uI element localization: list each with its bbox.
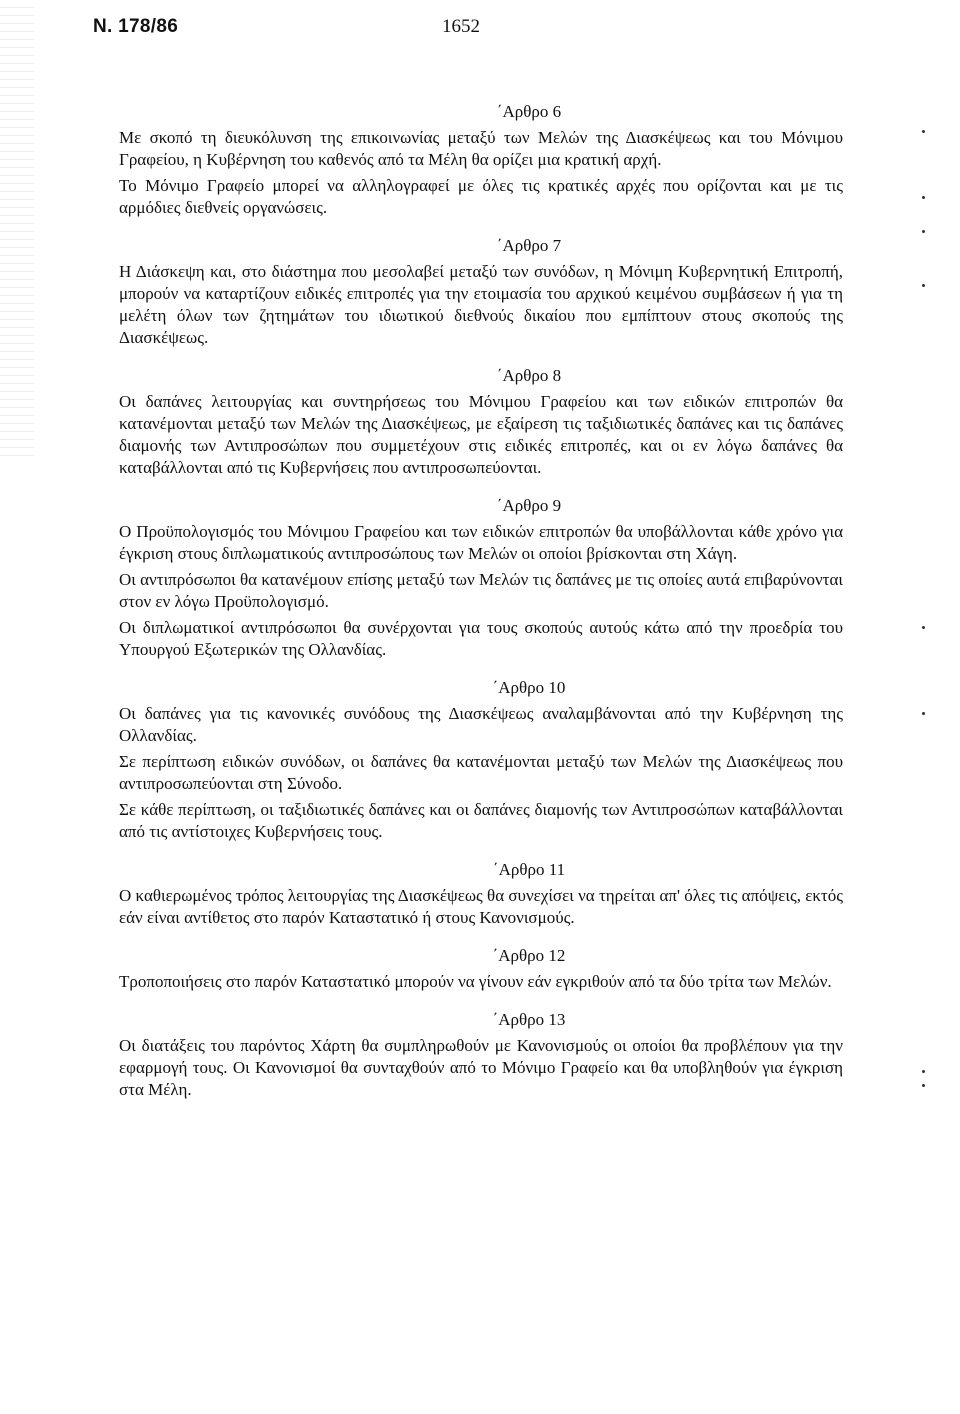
article-title: ΄Αρθρο 12 [492, 946, 566, 965]
scan-speck [922, 1084, 925, 1087]
scan-speck [922, 196, 925, 199]
article-11 [119, 859, 843, 929]
article-12 [119, 945, 843, 993]
article-paragraph: Ο Προϋπολογισμός του Μόνιμου Γραφείου και των ειδικών επιτροπών θα υποβάλλονται κάθε χρόνο για έγκριση στους διπλωματικούς αντιπροσώπους των Μελών οι οποίοι βρίσκονται στη Χάγη. [119, 522, 843, 563]
article-title: ΄Αρθρο 11 [492, 860, 566, 879]
article-title: ΄Αρθρο 8 [496, 366, 562, 385]
article-title: ΄Αρθρο 13 [492, 1010, 566, 1029]
article-title: ΄Αρθρο 7 [496, 236, 562, 255]
article-8 [119, 365, 843, 479]
article-9 [119, 495, 843, 661]
article-paragraph: Σε περίπτωση ειδικών συνόδων, οι δαπάνες θα κατανέμονται μεταξύ των Μελών της Διασκέψεως που αντιπροσωπεύονται στη Σύνοδο. [119, 752, 843, 793]
scan-specks [922, 0, 942, 1414]
article-paragraph: Σε κάθε περίπτωση, οι ταξιδιωτικές δαπάνες και οι δαπάνες διαμονής των Αντιπροσώπων καταβάλλονται από τις αντίστοιχες Κυβερνήσεις τους. [119, 800, 843, 841]
article-6 [119, 101, 843, 219]
article-10 [119, 677, 843, 843]
article-paragraph: Το Μόνιμο Γραφείο μπορεί να αλληλογραφεί με όλες τις κρατικές αρχές που ορίζονται και με τις αρμόδιες διεθνείς οργανώσεις. [119, 176, 843, 217]
document-body [119, 101, 843, 1105]
article-title: ΄Αρθρο 10 [492, 678, 566, 697]
scan-speck [922, 230, 925, 233]
article-paragraph: Οι δαπάνες για τις κανονικές συνόδους της Διασκέψεως αναλαμβάνονται από την Κυβέρνηση της Ολλανδίας. [119, 704, 843, 745]
article-title: ΄Αρθρο 6 [496, 102, 562, 121]
article-paragraph: Τροποποιήσεις στο παρόν Καταστατικό μπορούν να γίνουν εάν εγκριθούν από τα δύο τρίτα των Μελών. [119, 972, 832, 991]
article-paragraph: Οι διατάξεις του παρόντος Χάρτη θα συμπληρωθούν με Κανονισμούς οι οποίοι θα προβλέπουν για την εφαρμογή τους. Οι Κανονισμοί θα συνταχθούν από το Μόνιμο Γραφείο και θα υποβληθούν για έγκριση στα Μέλη. [119, 1036, 843, 1099]
page-number: 1652 [442, 16, 480, 37]
scan-speck [922, 1070, 925, 1073]
law-reference: Ν. 178/86 [93, 16, 179, 37]
article-7 [119, 235, 843, 349]
scan-speck [922, 130, 925, 133]
page-header [93, 16, 853, 46]
article-paragraph: Οι δαπάνες λειτουργίας και συντηρήσεως του Μόνιμου Γραφείου και των ειδικών επιτροπών θα κατανέμονται μεταξύ των Μελών της Διασκέψεως, με εξαίρεση τις ταξιδιωτικές δαπάνες και τις δαπάνες διαμονής των Αντιπροσώπων που συμμετέχουν στις ειδικές επιτροπές, και οι εν λόγω δαπάνες θα καταβάλλονται από τις Κυβερνήσεις που αντιπροσωπεύονται. [119, 392, 843, 477]
scan-speck [922, 712, 925, 715]
article-paragraph: Με σκοπό τη διευκόλυνση της επικοινωνίας μεταξύ των Μελών της Διασκέψεως και του Μόνιμου Γραφείου, η Κυβέρνηση του καθενός από τα Μέλη θα ορίζει μια κρατική αρχή. [119, 128, 843, 169]
article-paragraph: Οι αντιπρόσωποι θα κατανέμουν επίσης μεταξύ των Μελών τις δαπάνες με τις οποίες αυτά επιβαρύνονται στον εν λόγω Προϋπολογισμό. [119, 570, 843, 611]
scan-edge-noise [0, 0, 34, 460]
article-paragraph: Οι διπλωματικοί αντιπρόσωποι θα συνέρχονται για τους σκοπούς αυτούς κάτω από την προεδρία του Υπουργού Εξωτερικών της Ολλανδίας. [119, 618, 843, 659]
article-paragraph: Η Διάσκεψη και, στο διάστημα που μεσολαβεί μεταξύ των συνόδων, η Μόνιμη Κυβερνητική Επιτροπή, μπορούν να καταρτίζουν ειδικές επιτροπές για την ετοιμασία του αρχικού κειμένου συμβάσεων ή για τη μελέτη όλων των ζητημάτων του ιδιωτικού διεθνούς δικαίου που εμπίπτουν στους σκοπούς της Διασκέψεως. [119, 262, 843, 347]
article-13 [119, 1009, 843, 1101]
article-title: ΄Αρθρο 9 [496, 496, 562, 515]
scan-speck [922, 284, 925, 287]
article-paragraph: Ο καθιερωμένος τρόπος λειτουργίας της Διασκέψεως θα συνεχίσει να τηρείται απ' όλες τις απόψεις, εκτός εάν είναι αντίθετος στο παρόν Καταστατικό ή στους Κανονισμούς. [119, 886, 843, 927]
scan-speck [922, 626, 925, 629]
